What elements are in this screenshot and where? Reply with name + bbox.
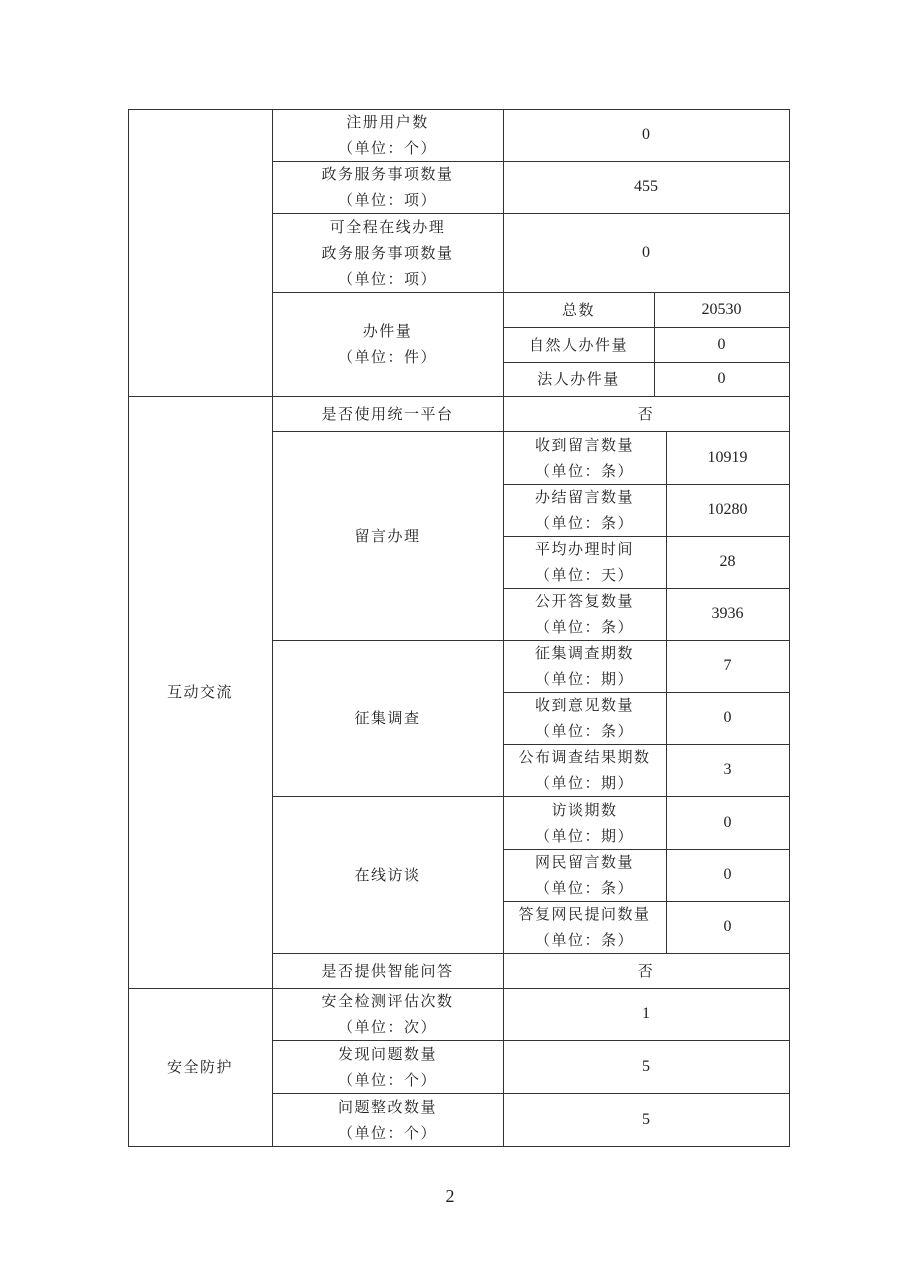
sub-label	[503, 431, 666, 484]
label-text: 可全程在线办理	[329, 217, 446, 236]
label-text: 问题整改数量	[337, 1097, 437, 1116]
unit-text: （单位：天）	[534, 566, 634, 584]
unit-text: （单位：条）	[534, 879, 634, 897]
label-text: 访谈期数	[551, 800, 618, 819]
row-label	[272, 109, 503, 161]
sub-label: 自然人办件量	[528, 335, 628, 354]
label-text: 办结留言数量	[534, 488, 634, 506]
unit-text: （单位：个）	[337, 1123, 437, 1142]
row-label	[272, 1093, 503, 1146]
sub-label	[503, 640, 666, 692]
value-opinions-received: 0	[723, 709, 732, 726]
value-survey-periods: 7	[723, 657, 732, 674]
value-service-items: 455	[634, 178, 658, 195]
value-public-replies: 3936	[711, 605, 744, 622]
label-text: 注册用户数	[346, 113, 429, 131]
label-text: 答复网民提问数量	[518, 905, 651, 923]
sub-label: 总数	[561, 300, 595, 319]
unit-text: （单位：条）	[534, 931, 634, 949]
unit-text: （单位：项）	[337, 191, 437, 209]
label-text: 公布调查结果期数	[518, 748, 651, 766]
sub-label	[503, 588, 666, 640]
group-label: 在线访谈	[354, 865, 421, 884]
label-text: 政务服务事项数量	[321, 165, 454, 183]
unit-text: （单位：期）	[534, 670, 634, 688]
value-online-service-items: 0	[642, 243, 650, 261]
unit-text: （单位：条）	[534, 722, 634, 740]
row-label	[272, 988, 503, 1040]
row-label	[272, 292, 503, 396]
value-netizen-messages: 0	[723, 866, 732, 883]
unit-text: （单位：项）	[337, 269, 437, 288]
label-text: 网民留言数量	[534, 853, 634, 871]
value-natural-person-cases: 0	[717, 335, 726, 353]
unit-text: （单位：个）	[337, 1070, 437, 1089]
sub-label	[503, 796, 666, 849]
row-label	[272, 213, 503, 292]
sub-label	[503, 744, 666, 796]
value-legal-person-cases: 0	[717, 370, 726, 387]
value-total-cases: 20530	[701, 300, 742, 318]
value-received-messages: 10919	[707, 448, 748, 466]
group-label: 征集调查	[354, 709, 421, 727]
value-security-assessments: 1	[642, 1005, 650, 1022]
sub-label	[503, 901, 666, 953]
category-cell	[128, 109, 272, 396]
label-text: 发现问题数量	[337, 1044, 437, 1063]
row-label: 是否使用统一平台	[321, 404, 454, 423]
label-text: 办件量	[362, 322, 413, 340]
value-published-results: 3	[723, 761, 732, 778]
unit-text: （单位：次）	[337, 1018, 437, 1036]
category-interaction: 互动交流	[166, 683, 233, 701]
value-issues-found: 5	[642, 1057, 650, 1075]
value-smart-qa: 否	[637, 961, 655, 980]
unit-text: （单位：期）	[534, 826, 634, 845]
group-label: 留言办理	[354, 526, 421, 545]
label-text: 收到意见数量	[534, 696, 634, 714]
sub-label	[503, 484, 666, 536]
value-issues-fixed: 5	[642, 1110, 650, 1128]
category-security: 安全防护	[166, 1058, 233, 1076]
value-interview-periods: 0	[723, 813, 732, 831]
label-text: 收到留言数量	[534, 435, 634, 454]
value-average-time: 28	[719, 553, 736, 570]
sub-label	[503, 692, 666, 744]
unit-text: （单位：个）	[337, 139, 437, 157]
row-label	[272, 1040, 503, 1093]
label-text: 安全检测评估次数	[321, 992, 454, 1010]
unit-text: （单位：件）	[337, 348, 437, 366]
sub-label: 法人办件量	[537, 370, 620, 388]
value-completed-messages: 10280	[707, 501, 748, 518]
label-text: 公开答复数量	[534, 592, 634, 610]
table-border	[789, 109, 790, 1147]
value-unified-platform: 否	[637, 404, 655, 423]
sub-label	[503, 536, 666, 588]
label-text: 政务服务事项数量	[321, 243, 454, 262]
table-border	[128, 1146, 790, 1147]
unit-text: （单位：条）	[534, 514, 634, 532]
unit-text: （单位：期）	[534, 774, 634, 792]
page-number: 2	[445, 1186, 455, 1206]
row-label	[272, 161, 503, 213]
row-label: 是否提供智能问答	[321, 961, 454, 980]
label-text: 征集调查期数	[534, 644, 634, 662]
value-registered-users: 0	[642, 126, 650, 143]
label-text: 平均办理时间	[534, 540, 634, 558]
unit-text: （单位：条）	[534, 618, 634, 636]
sub-label	[503, 849, 666, 901]
unit-text: （单位：条）	[534, 461, 634, 480]
value-netizen-replies: 0	[723, 918, 732, 935]
